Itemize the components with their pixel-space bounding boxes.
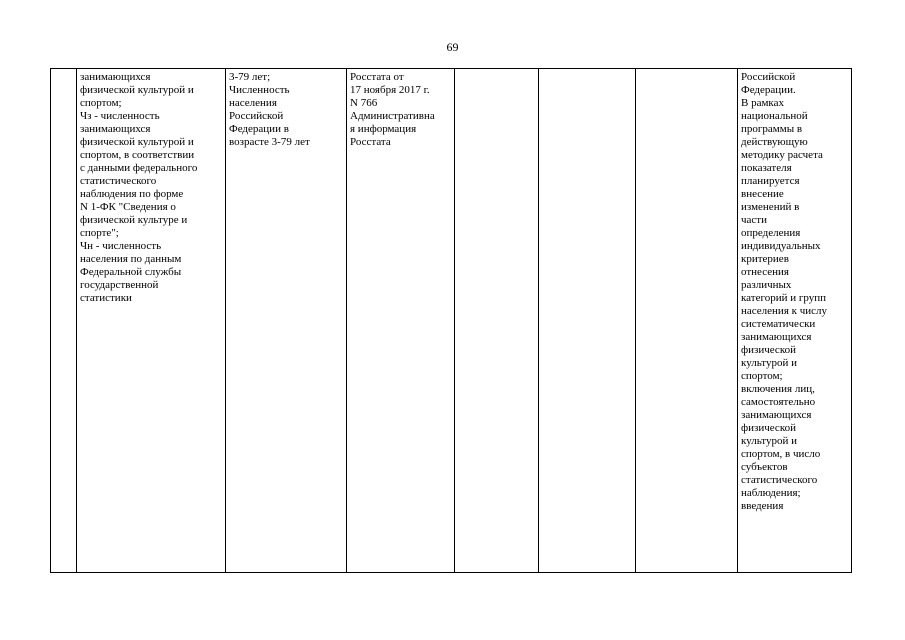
table-cell-empty bbox=[455, 69, 539, 573]
cell-text: занимающихся физической культурой и спортом; Чз - численность занимающихся физической культурой и спортом, в соответствии с данными федерального статистического наблюдения по форме N 1-ФК "Сведения о физической культуре и спорте"; Чн - численность населения по данным Федеральной службы государственной статистики bbox=[80, 71, 198, 304]
table-cell-source bbox=[347, 69, 455, 573]
cell-text: Росстата от 17 ноября 2017 г. N 766 Административна я информация Росстата bbox=[350, 71, 435, 148]
page-number: 69 bbox=[446, 40, 459, 54]
table-cell-empty bbox=[636, 69, 738, 573]
table-row bbox=[51, 69, 852, 573]
indicator-table bbox=[50, 68, 852, 573]
cell-text: Российской Федерации. В рамках национальной программы в действующую методику расчета показателя планируется внесение изменений в части определения индивидуальных критериев отнесения различных категорий и групп населения к числу систематически занимающихся физической культурой и спортом; включения лиц, самостоятельно занимающихся физической культурой и спортом, в число субъектов статистического наблюдения; введения bbox=[741, 71, 828, 512]
table-cell-empty bbox=[539, 69, 636, 573]
cell-text: 3-79 лет; Численность населения Российской Федерации в возрасте 3-79 лет bbox=[229, 71, 310, 148]
table-cell-number bbox=[51, 69, 77, 573]
table-cell-notes bbox=[738, 69, 852, 573]
table-cell-population bbox=[226, 69, 347, 573]
table-cell-formula-description bbox=[77, 69, 226, 573]
